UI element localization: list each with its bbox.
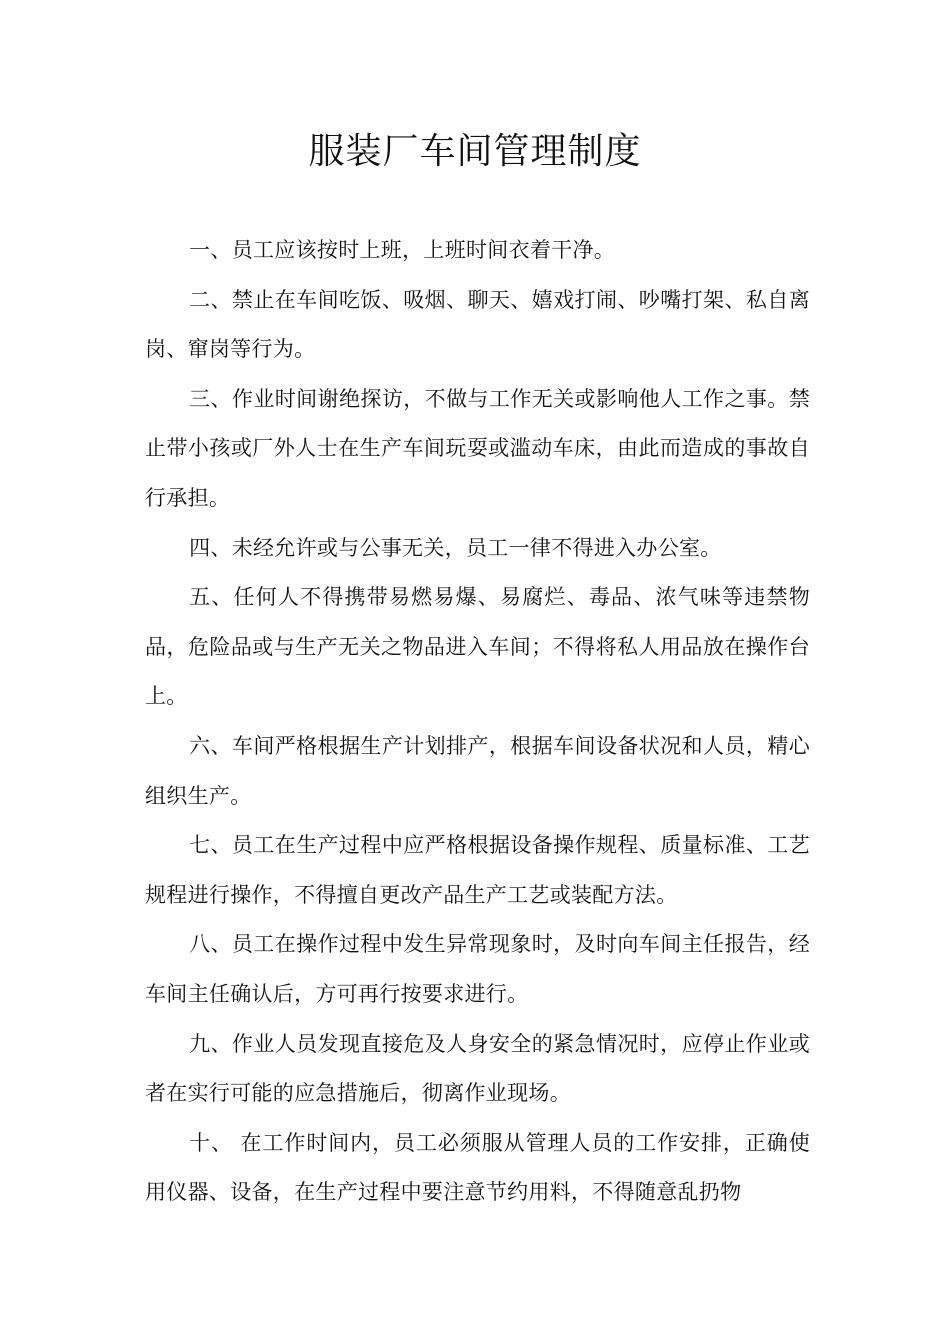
paragraph-1: 一、员工应该按时上班，上班时间衣着干净。 [189, 238, 616, 262]
document-body [145, 226, 810, 1218]
paragraph-10: 十、 在工作时间内，员工必须服从管理人员的工作安排，正确使用仪器、设备，在生产过程中要注意节约用料，不得随意乱扔物 [145, 1130, 810, 1205]
paragraph-6: 六、车间严格根据生产计划排产，根据车间设备状况和人员，精心组织生产。 [145, 733, 810, 808]
paragraph-9: 九、作业人员发现直接危及人身安全的紧急情况时，应停止作业或者在实行可能的应急措施后，彻离作业现场。 [145, 1031, 810, 1106]
paragraph-3: 三、作业时间谢绝探访，不做与工作无关或影响他人工作之事。禁止带小孩或厂外人士在生产车间玩耍或滥动车床，由此而造成的事故自行承担。 [145, 386, 810, 510]
paragraph-2: 二、禁止在车间吃饭、吸烟、聊天、嬉戏打闹、吵嘴打架、私自离岗、窜岗等行为。 [145, 287, 810, 362]
paragraph-4: 四、未经允许或与公事无关，员工一律不得进入办公室。 [189, 535, 722, 560]
paragraph-8: 八、员工在操作过程中发生异常现象时，及时向车间主任报告，经车间主任确认后，方可再行按要求进行。 [145, 932, 810, 1006]
paragraph-7: 七、员工在生产过程中应严格根据设备操作规程、质量标准、工艺规程进行操作，不得擅自更改产品生产工艺或装配方法。 [145, 833, 810, 907]
paragraph-5: 五、任何人不得携带易燃易爆、易腐烂、毒品、浓气味等违禁物品，危险品或与生产无关之物品进入车间；不得将私人用品放在操作台上。 [145, 585, 810, 709]
document-title: 服装厂车间管理制度 [308, 131, 642, 172]
